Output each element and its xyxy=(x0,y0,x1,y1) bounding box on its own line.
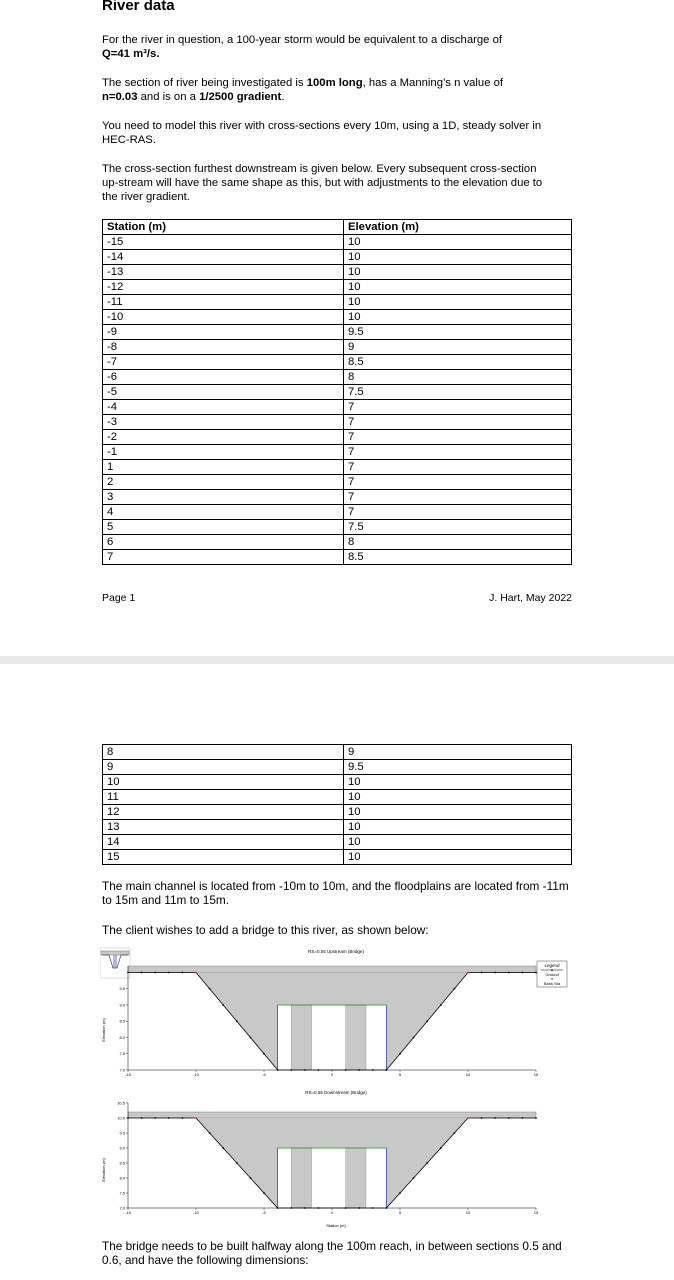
table-row xyxy=(103,550,572,565)
page-title: River data xyxy=(102,0,175,14)
y-tick-label: 7.0 xyxy=(119,1205,125,1211)
table-row xyxy=(103,445,572,460)
station-cell: -10 xyxy=(103,310,344,325)
station-cell: -8 xyxy=(103,340,344,355)
table-row xyxy=(103,535,572,550)
station-cell: 7 xyxy=(103,550,344,565)
ground-point xyxy=(222,1004,224,1006)
table-row xyxy=(103,295,572,310)
x-tick-label: 5 xyxy=(398,1210,402,1215)
ground-point xyxy=(494,1117,496,1119)
ground-point xyxy=(413,1037,415,1039)
ground-point xyxy=(141,1117,143,1119)
table-row xyxy=(103,805,572,820)
section-text-3: and is on a xyxy=(137,91,200,103)
y-tick-label: 8.0 xyxy=(119,1175,125,1181)
station-cell: 14 xyxy=(103,835,344,850)
station-cell: -11 xyxy=(103,295,344,310)
bridge-intro-paragraph: The client wishes to add a bridge to this river, as shown below: xyxy=(102,923,429,937)
station-cell: -15 xyxy=(103,235,344,250)
table-row xyxy=(103,325,572,340)
top-y-axis-label: Elevation (m) xyxy=(101,1018,106,1042)
y-tick-label: 7.5 xyxy=(119,1051,125,1057)
bridge-cross-section-figure xyxy=(100,946,570,1232)
ground-point xyxy=(182,972,184,974)
station-cell: -6 xyxy=(103,370,344,385)
ground-point xyxy=(141,972,143,974)
y-tick-label: 9.5 xyxy=(119,1130,125,1136)
bridge-dimensions-paragraph: The bridge needs to be built halfway along the 100m reach, in between sections 0.5 and 0.6, and have the following dimensions: xyxy=(102,1239,562,1267)
table-row xyxy=(103,385,572,400)
elevation-cell: 8 xyxy=(344,370,572,385)
y-tick-label: 8.5 xyxy=(119,1018,125,1024)
bank-station-point xyxy=(467,972,469,974)
station-cell: -1 xyxy=(103,445,344,460)
station-cell: -5 xyxy=(103,385,344,400)
ground-point xyxy=(426,1162,428,1164)
station-cell: 15 xyxy=(103,850,344,865)
station-cell: -14 xyxy=(103,250,344,265)
ground-point xyxy=(522,1117,524,1119)
table-row xyxy=(103,760,572,775)
elevation-cell: 10 xyxy=(344,265,572,280)
bridge-deck xyxy=(128,1112,536,1118)
station-cell: 5 xyxy=(103,520,344,535)
elevation-cell: 7 xyxy=(344,415,572,430)
ground-point xyxy=(494,972,496,974)
station-cell: -13 xyxy=(103,265,344,280)
top-plot-title: RS=0.55 Upstream (Bridge) xyxy=(308,949,364,954)
table-row xyxy=(103,505,572,520)
ground-point xyxy=(481,1117,483,1119)
footer-page-number: Page 1 xyxy=(102,592,136,604)
table-row xyxy=(103,430,572,445)
ground-point xyxy=(182,1117,184,1119)
y-tick-label: 10.5 xyxy=(117,1100,125,1106)
bridge-thumbnail-icon xyxy=(100,948,130,978)
x-tick-label: -10 xyxy=(193,1210,199,1215)
table-row xyxy=(103,400,572,415)
station-cell: -2 xyxy=(103,430,344,445)
elevation-cell: 8 xyxy=(344,535,572,550)
bridge-pier xyxy=(291,1005,311,1070)
manning-value: n=0.03 xyxy=(102,91,138,103)
x-tick-label: 5 xyxy=(398,1072,402,1077)
channel-location-paragraph: The main channel is located from -10m to 10m, and the floodplains are located from -11m to 15m and 11m to 15m. xyxy=(102,879,569,907)
legend-bank-sta: Bank Sta xyxy=(543,981,561,986)
elevation-cell: 8.5 xyxy=(344,355,572,370)
table-row xyxy=(103,820,572,835)
table-row xyxy=(103,235,572,250)
station-header: Station (m) xyxy=(103,220,344,235)
y-tick-label: 7.5 xyxy=(119,1190,125,1196)
x-tick-label: -5 xyxy=(262,1210,266,1215)
ground-point xyxy=(209,988,211,990)
x-tick-label: -15 xyxy=(125,1210,131,1215)
station-cell: -4 xyxy=(103,400,344,415)
bridge-pier xyxy=(346,1005,366,1070)
elevation-cell: 7 xyxy=(344,430,572,445)
discharge-paragraph xyxy=(102,33,564,61)
table-row xyxy=(103,370,572,385)
discharge-value: Q=41 m³/s xyxy=(102,48,157,60)
elevation-cell: 9.5 xyxy=(344,325,572,340)
table-row xyxy=(103,460,572,475)
ground-point xyxy=(209,1132,211,1134)
elevation-cell: 10 xyxy=(344,235,572,250)
elevation-cell: 10 xyxy=(344,295,572,310)
bottom-plot-title: RS=0.55 Downstream (Bridge) xyxy=(305,1090,367,1095)
x-tick-label: -10 xyxy=(193,1072,199,1077)
table-row xyxy=(103,355,572,370)
river-section-paragraph xyxy=(102,76,564,104)
bridge-deck xyxy=(128,966,536,973)
ground-point xyxy=(168,1117,170,1119)
table-row xyxy=(103,280,572,295)
page-separator xyxy=(0,656,674,664)
elevation-cell: 9.5 xyxy=(344,760,572,775)
station-cell: 12 xyxy=(103,805,344,820)
elevation-cell: 7 xyxy=(344,400,572,415)
discharge-end: . xyxy=(156,48,160,60)
table-row xyxy=(103,475,572,490)
ground-point xyxy=(154,1117,156,1119)
x-tick-label: 15 xyxy=(533,1210,539,1215)
y-tick-label: 9.5 xyxy=(119,986,125,992)
bank-station-point xyxy=(195,972,197,974)
elevation-cell: 10 xyxy=(344,250,572,265)
x-tick-label: -5 xyxy=(262,1072,266,1077)
ground-point xyxy=(440,1004,442,1006)
y-tick-label: 7.0 xyxy=(119,1067,125,1073)
ground-point xyxy=(454,1132,456,1134)
elevation-cell: 7 xyxy=(344,505,572,520)
elevation-header: Elevation (m) xyxy=(344,220,572,235)
ground-point xyxy=(263,1053,265,1055)
cross-section-table-part1 xyxy=(102,219,572,565)
station-cell: -9 xyxy=(103,325,344,340)
table-row xyxy=(103,265,572,280)
ground-point xyxy=(222,1147,224,1149)
y-tick-label: 8.0 xyxy=(119,1034,125,1040)
cross-section-table-part2 xyxy=(102,744,572,865)
y-tick-label: 9.0 xyxy=(119,1145,125,1151)
ground-point xyxy=(481,972,483,974)
y-tick-label: 9.0 xyxy=(119,1002,125,1008)
elevation-cell: 8.5 xyxy=(344,550,572,565)
y-tick-label: 8.5 xyxy=(119,1160,125,1166)
elevation-cell: 10 xyxy=(344,805,572,820)
ground-point xyxy=(399,1053,401,1055)
station-cell: 2 xyxy=(103,475,344,490)
y-tick-label: 10.0 xyxy=(117,1115,125,1121)
elevation-cell: 7 xyxy=(344,460,572,475)
elevation-cell: 10 xyxy=(344,310,572,325)
elevation-cell: 10 xyxy=(344,280,572,295)
ground-point xyxy=(508,972,510,974)
station-cell: 8 xyxy=(103,745,344,760)
elevation-cell: 9 xyxy=(344,340,572,355)
section-text-2: , has a Manning’s n value of xyxy=(362,77,504,89)
upstream-plot xyxy=(119,966,539,1077)
station-cell: -12 xyxy=(103,280,344,295)
ground-point xyxy=(236,1020,238,1022)
x-tick-label: 15 xyxy=(533,1072,539,1077)
ground-point xyxy=(250,1037,252,1039)
elevation-cell: 7.5 xyxy=(344,385,572,400)
elevation-cell: 9 xyxy=(344,745,572,760)
section-text-1: The section of river being investigated is xyxy=(102,77,307,89)
station-cell: -3 xyxy=(103,415,344,430)
ground-point xyxy=(426,1020,428,1022)
table-row xyxy=(103,490,572,505)
cross-section-paragraph: The cross-section furthest downstream is given below. Every subsequent cross-section up-stream will have the same shape as this, but with adjustments to the elevation due to the river gradient. xyxy=(102,163,543,203)
table-header-row xyxy=(103,220,572,235)
elevation-cell: 10 xyxy=(344,835,572,850)
bridge-pier xyxy=(346,1148,366,1208)
table-row xyxy=(103,850,572,865)
legend-ground: Ground xyxy=(545,972,559,977)
station-cell: -7 xyxy=(103,355,344,370)
legend-title: Legend xyxy=(544,963,560,968)
page-2 xyxy=(0,664,674,1280)
ground-point xyxy=(508,1117,510,1119)
table-row xyxy=(103,415,572,430)
station-cell: 4 xyxy=(103,505,344,520)
x-tick-label: -15 xyxy=(125,1072,131,1077)
station-cell: 13 xyxy=(103,820,344,835)
ground-point xyxy=(535,1117,537,1119)
model-paragraph: You need to model this river with cross-sections every 10m, using a 1D, steady solver in HEC-RAS. xyxy=(102,120,542,146)
bank-station-point xyxy=(467,1117,469,1119)
legend xyxy=(537,961,567,987)
x-tick-label: 10 xyxy=(465,1072,471,1077)
elevation-cell: 7 xyxy=(344,475,572,490)
table-row xyxy=(103,520,572,535)
elevation-cell: 7.5 xyxy=(344,520,572,535)
ground-point xyxy=(399,1192,401,1194)
table-row xyxy=(103,745,572,760)
table-row xyxy=(103,250,572,265)
ground-point xyxy=(250,1177,252,1179)
table-row xyxy=(103,310,572,325)
x-tick-label: 10 xyxy=(465,1210,471,1215)
table-row xyxy=(103,790,572,805)
footer-author: J. Hart, May 2022 xyxy=(489,592,572,604)
ground-point xyxy=(154,972,156,974)
table-row xyxy=(103,835,572,850)
elevation-cell: 10 xyxy=(344,850,572,865)
table-row xyxy=(103,340,572,355)
ground-point xyxy=(440,1147,442,1149)
station-cell: 11 xyxy=(103,790,344,805)
station-cell: 3 xyxy=(103,490,344,505)
ground-point xyxy=(413,1177,415,1179)
ground-point xyxy=(522,972,524,974)
section-text-4: . xyxy=(281,91,285,103)
elevation-cell: 7 xyxy=(344,445,572,460)
elevation-cell: 10 xyxy=(344,775,572,790)
x-axis-label: Station (m) xyxy=(326,1223,346,1228)
x-tick-label: 0 xyxy=(330,1210,334,1215)
ground-point xyxy=(236,1162,238,1164)
gradient-value: 1/2500 gradient xyxy=(199,91,282,103)
station-cell: 10 xyxy=(103,775,344,790)
ground-point xyxy=(168,972,170,974)
bridge-pier xyxy=(291,1148,311,1208)
discharge-text: For the river in question, a 100-year storm would be equivalent to a discharge of xyxy=(102,34,503,46)
ground-point xyxy=(263,1192,265,1194)
elevation-cell: 10 xyxy=(344,820,572,835)
bottom-y-axis-label: Elevation (m) xyxy=(101,1158,106,1182)
station-cell: 9 xyxy=(103,760,344,775)
table-row xyxy=(103,775,572,790)
x-tick-label: 0 xyxy=(330,1072,334,1077)
downstream-plot xyxy=(117,1100,539,1215)
ground-point xyxy=(454,988,456,990)
elevation-cell: 7 xyxy=(344,490,572,505)
ground-point xyxy=(535,972,537,974)
elevation-cell: 10 xyxy=(344,790,572,805)
section-length: 100m long xyxy=(306,77,363,89)
bank-station-point xyxy=(195,1117,197,1119)
station-cell: 6 xyxy=(103,535,344,550)
station-cell: 1 xyxy=(103,460,344,475)
